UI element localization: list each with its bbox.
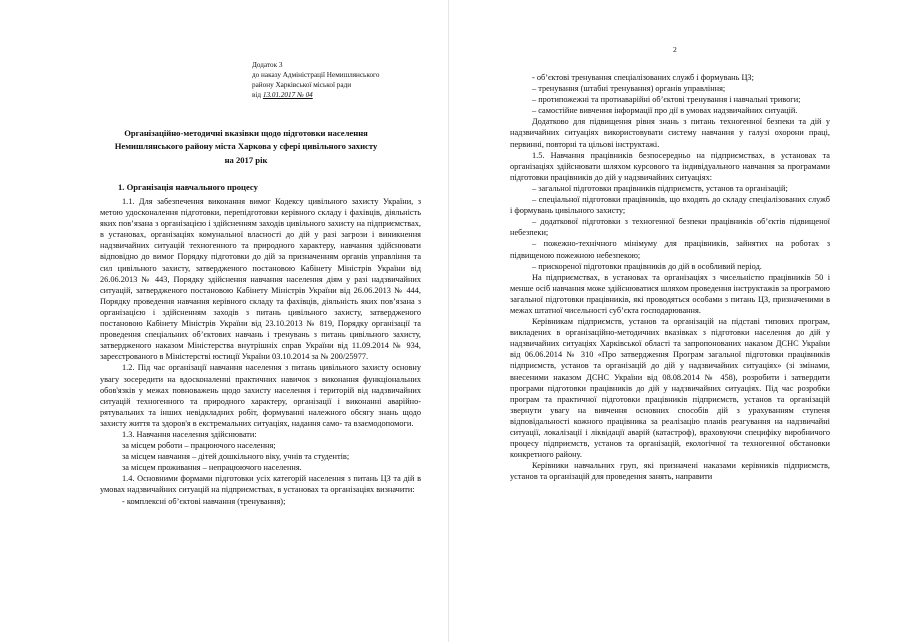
list-item: - комплексні об’єктові навчання (тренування); — [122, 496, 286, 506]
list-item: за місцем навчання – дітей дошкільного віку, учнів та студентів; — [122, 452, 350, 462]
paragraph: – тренування (штабні тренування) органів управління; — [532, 84, 726, 94]
paragraph: – прискореної підготовки працівників до дій в особливий період. — [532, 261, 762, 271]
appendix-line: від — [252, 91, 262, 99]
paragraph: - об’єктові тренування спеціалізованих служб і формувань ЦЗ; — [532, 73, 754, 82]
page-1 — [0, 0, 448, 642]
paragraph: – пожежно-технічного мінімуму для працівників, зайнятих на роботах з підвищеною пожежною небезпекою; — [510, 239, 830, 260]
paragraph-1-3: 1.3. Навчання населення здійснювати: — [122, 429, 257, 439]
appendix-line: Додаток 3 — [252, 61, 283, 69]
paragraph: – спеціальної підготовки працівників, що входять до складу спеціалізованих служб і формувань цивільного захисту; — [510, 195, 830, 216]
handwritten-date-number: 13.01.2017 № 04 — [262, 91, 313, 99]
paragraph: Керівникам підприємств, установ та організацій на підставі типових програм, викладених в організаційно-методичних вказівках з підготовки населення до дій у надзвичайних ситуаціях Харківської області та запропонованих наказом ДСНС України від 06.06.2014 № 310 «Про затвердження Програм загальної підготовки працівників підприємств, установ та організацій до дій у надзвичайних ситуаціях» (зі змінами, внесеними наказом ДСНС України від 08.08.2014 № 458), розробити і затвердити програми підготовки працівників до дій у надзвичайних ситуаціях. Під час розробки програм та практичної підготовки працівників підприємств, установ та організацій звернути увагу на вивчення основних способів дій з урахуванням ступеня відповідальності кожного працівника за реалізацію планів реагування на надзвичайні ситуації, локалізації і ліквідації аварій (катастроф), враховуючи специфіку виробничого процесу підприємств, установ та організацій, екологічної та техногенної обстановки конкретного району. — [510, 317, 830, 460]
paragraph-1-4: 1.4. Основними формами підготовки усіх категорій населення з питань ЦЗ та дій в умовах надзвичайних ситуацій на підприємствах, в установах та організаціях визначити: — [100, 474, 421, 495]
title-line: Немишлянського району міста Харкова у сфері цивільного захисту — [114, 141, 378, 152]
appendix-header — [252, 60, 422, 100]
appendix-line: до наказу Адміністрації Немишлянського — [252, 71, 380, 79]
paragraph: – самостійне вивчення інформації про дії в умовах надзвичайних ситуацій. — [532, 106, 798, 116]
paragraph-1-2: 1.2. Під час організації навчання населення з питань цивільного захисту основну увагу зосередити на вдосконаленні практичних навичок з виконання функціональних обов'язків у межах повноважень щодо захисту населення і територій від надзвичайних ситуацій техногенного та природного характеру, організації і виконанні аварійно-рятувальних та інших невідкладних робіт, формуванні належного обсягу знань щодо захисту життя та здоров'я в екстремальних ситуаціях, надання само- та взаємодопомоги. — [100, 363, 421, 428]
appendix-line: району Харківської міської ради — [252, 81, 352, 89]
paragraph-1-1: 1.1. Для забезпечення виконання вимог Кодексу цивільного захисту України, з метою удосконалення підготовки, перепідготовки керівного складу і фахівців, діяльність яких пов’язана з організацією і здійсненням заходів цивільного захисту на підприємствах, в установах, організаціях комунальної власності до дій у разі загрози і виникнення надзвичайних ситуацій техногенного та природного характеру, навчання здійснювати відповідно до вимог Порядку підготовки до дій за призначенням органів управління та сил цивільного захисту, затвердженого постановою Кабінету Міністрів України від 26.06.2013 № 443, Порядку здійснення навчання населення діям у разі надзвичайних ситуацій, затвердженого постановою Кабінету Міністрів України від 26.06.2013 № 444, Порядку проведення навчання керівного складу та фахівців, діяльність яких пов’язана з організацією і здійсненням заходів з питань цивільного захисту, затвердженого постановою Кабінету Міністрів України від 23.10.2013 № 819, Порядку організації та проведення спеціальних об’єктових навчань і тренувань з питань цивільного захисту, затвердженого наказом Міністерства внутрішніх справ України від 11.09.2014 № 934, зареєстрованого в Міністерстві юстиції України 03.10.2014 за № 200/25977. — [100, 197, 421, 362]
document-title — [70, 127, 422, 167]
paragraph: – додаткової підготовки з техногенної безпеки працівників об’єктів підвищеної небезпеки; — [510, 217, 830, 238]
page-1-body — [100, 196, 421, 507]
title-line: Організаційно-методичні вказівки щодо підготовки населення — [124, 128, 368, 138]
section-heading: 1. Організація навчального процесу — [118, 182, 258, 192]
list-item: за місцем проживання – непрацюючого населення. — [122, 463, 302, 473]
paragraph: – загальної підготовки працівників підприємств, установ та організацій; — [532, 183, 788, 193]
page-2-body — [510, 72, 830, 482]
paragraph: Керівники навчальних груп, які призначені наказами керівників підприємств, установ та організацій для проведення занять, направити — [510, 461, 830, 482]
paragraph-1-5: 1.5. Навчання працівників безпосередньо на підприємствах, в установах та організаціях здійснювати шляхом курсового та індивідуального навчання за програмами підготовки працівників до дій у надзвичайних ситуаціях: — [510, 150, 830, 182]
page-2 — [449, 0, 897, 642]
appendix-date-line — [252, 90, 422, 100]
list-item: за місцем роботи – працюючого населення; — [122, 441, 276, 451]
paragraph: Додатково для підвищення рівня знань з питань техногенної безпеки та дій у надзвичайних ситуаціях використовувати систему навчання у галузі охорони праці, первинні, повторні та цільові інструктажі. — [510, 117, 830, 149]
page-number: 2 — [673, 45, 677, 54]
title-line: на 2017 рік — [224, 154, 268, 165]
paragraph: На підприємствах, в установах та організаціях з чисельністю працівників 50 і менше осіб навчання може здійснюватися шляхом проведення інструктажів за програмою загальної підготовки працівників, які проводяться особами з питань ЦЗ, призначеними в межах штатної чисельності суб’єкта господарювання. — [510, 272, 830, 315]
paragraph: – протипожежні та протиаварійні об’єктові тренування і навчальні тривоги; — [532, 95, 801, 105]
